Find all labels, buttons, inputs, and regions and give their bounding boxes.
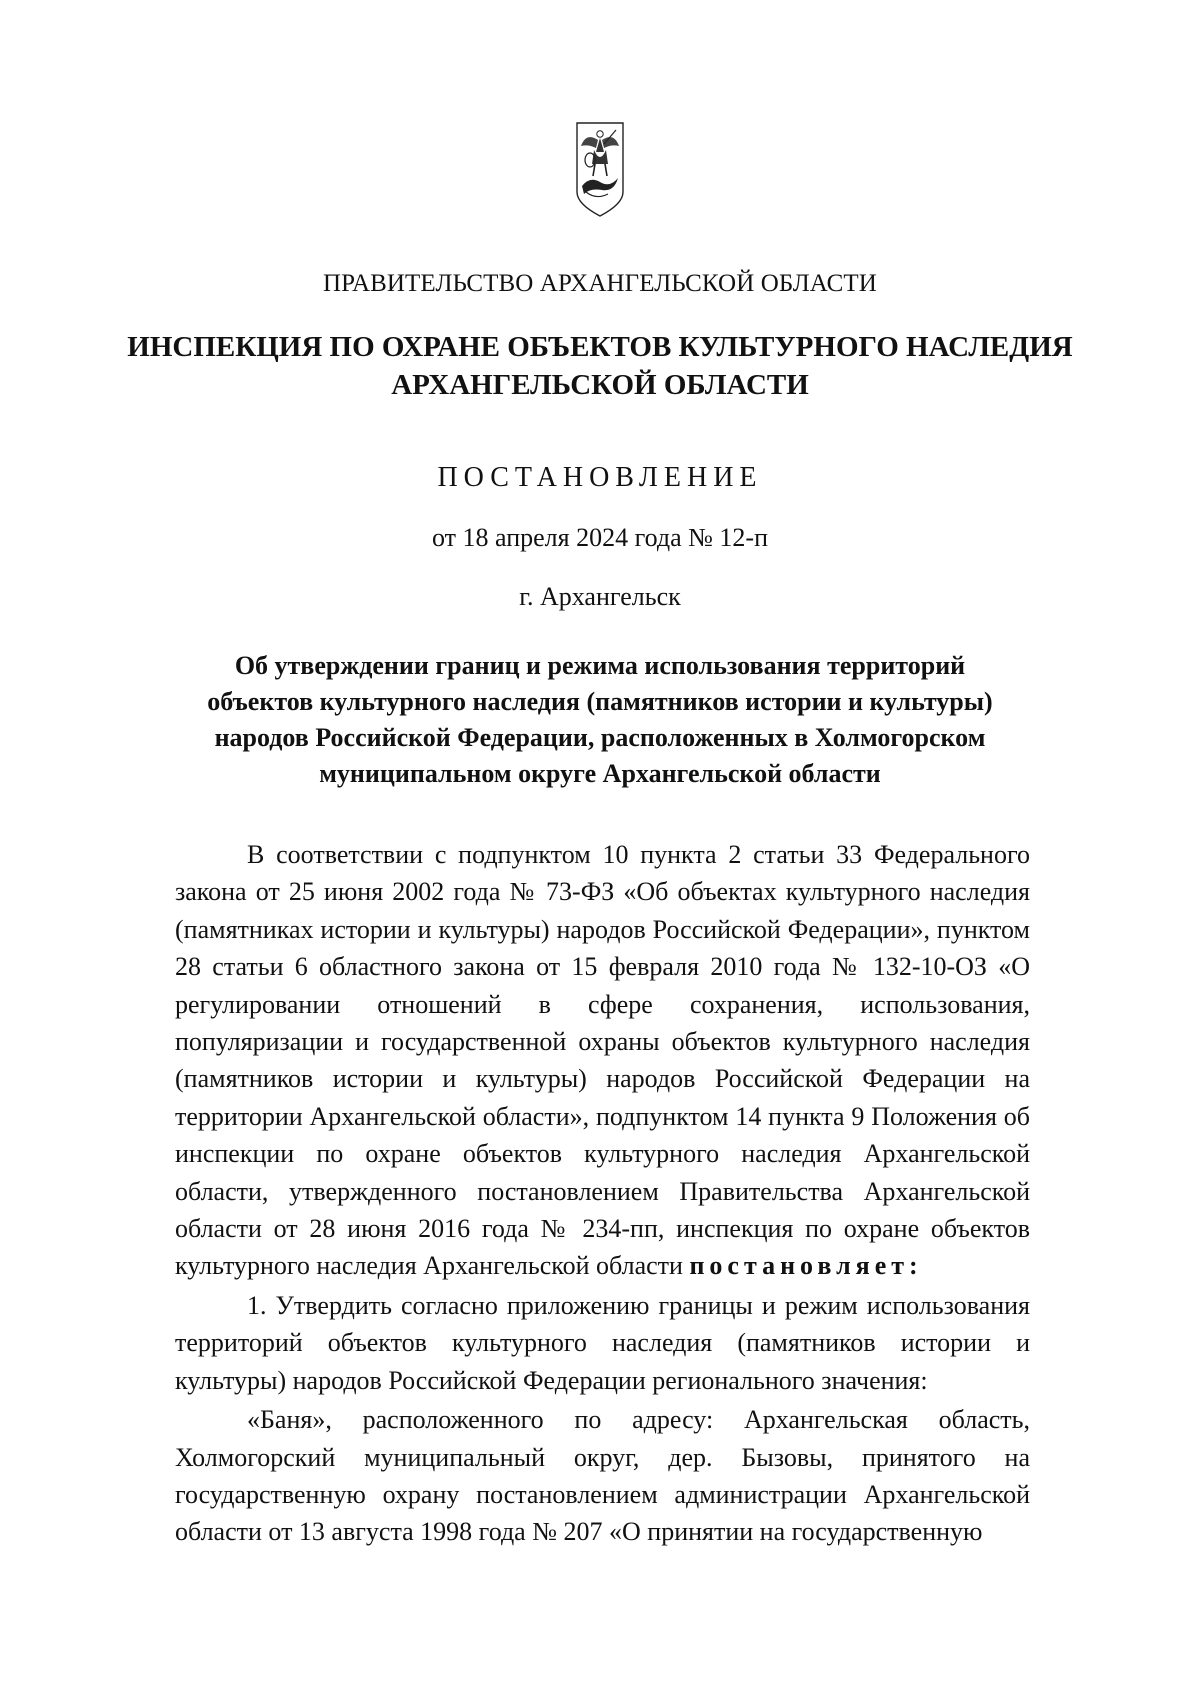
coat-of-arms-icon (574, 120, 626, 220)
body-paragraph: «Баня», расположенного по адресу: Архангельская область, Холмогорский муниципальный округ, дер. Бызовы, принятого на государственную охрану постановлением администрации Архангельской области от 13 августа 1998 года № 207 «О принятии на государственную (175, 1405, 1030, 1547)
subject-line: объектов культурного наследия (памятников истории и культуры) (207, 687, 993, 716)
document-subject (0, 648, 1200, 792)
decree-word: постановляет: (689, 1251, 923, 1281)
inspection-name-line: ИНСПЕКЦИЯ ПО ОХРАНЕ ОБЪЕКТОВ КУЛЬТУРНОГО НАСЛЕДИЯ (127, 331, 1073, 363)
inspection-name-line: АРХАНГЕЛЬСКОЙ ОБЛАСТИ (391, 369, 809, 401)
body-paragraph (175, 836, 1030, 1285)
government-name: ПРАВИТЕЛЬСТВО АРХАНГЕЛЬСКОЙ ОБЛАСТИ (323, 270, 877, 297)
subject-line: муниципальном округе Архангельской области (319, 759, 881, 788)
body-paragraph: 1. Утвердить согласно приложению границы и режим использования территорий объектов культурного наследия (памятников истории и культуры) народов Российской Федерации регионального значения: (175, 1290, 1030, 1395)
document-body (175, 836, 1030, 1551)
document-type: ПОСТАНОВЛЕНИЕ (437, 462, 763, 493)
subject-line: Об утверждении границ и режима использования территорий (234, 651, 966, 680)
inspection-name (0, 328, 1200, 404)
document-date-number: от 18 апреля 2024 года № 12-п (431, 523, 769, 552)
document-city: г. Архангельск (519, 582, 681, 611)
preamble-text: В соответствии с подпунктом 10 пункта 2 статьи 33 Федерального закона от 25 июня 2002 года № 73-ФЗ «Об объектах культурного наследия (памятниках истории и культуры) народов Российской Федерации», пунктом 28 статьи 6 областного закона от 15 февраля 2010 года № 132-10-ОЗ «О регулировании отношений в сфере сохранения, использования, популяризации и государственной охраны объектов культурного наследия (памятников истории и культуры) народов Российской Федерации на территории Архангельской области», подпунктом 14 пункта 9 Положения об инспекции по охране объектов культурного наследия Архангельской области, утвержденного постановлением Правительства Архангельской области от 28 июня 2016 года № 234-пп, инспекция по охране объектов культурного наследия Архангельской области (175, 840, 1030, 1281)
subject-line: народов Российской Федерации, расположенных в Холмогорском (214, 723, 986, 752)
